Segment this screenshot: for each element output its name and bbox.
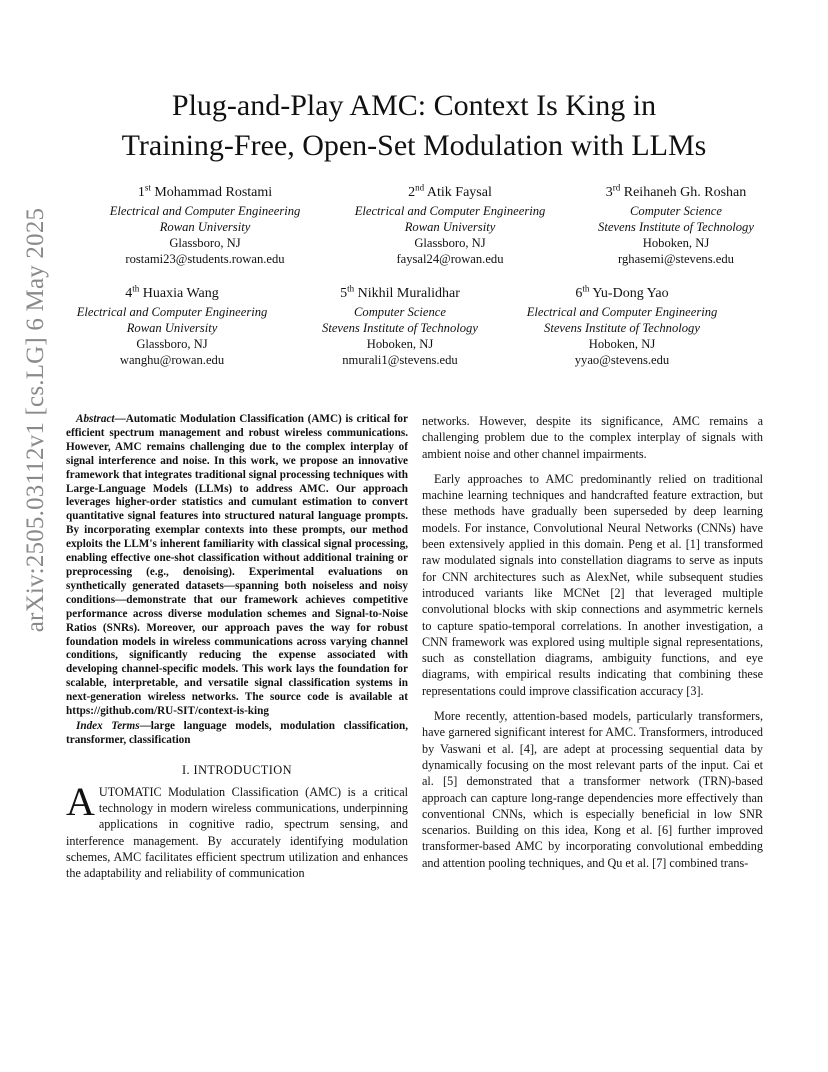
author-name: 6th Yu-Dong Yao — [575, 283, 669, 301]
author-block-6 — [492, 285, 752, 368]
author-block-2 — [320, 184, 580, 267]
abstract — [66, 413, 408, 719]
author-department: Computer Science — [354, 305, 446, 319]
author-university: Stevens Institute of Technology — [322, 321, 478, 335]
author-university: Stevens Institute of Technology — [544, 321, 700, 335]
author-department: Electrical and Computer Engineering — [109, 204, 301, 218]
author-city: Hoboken, NJ — [366, 337, 434, 351]
intro-paragraph-3: More recently, attention-based models, particularly transformers, have garnered significant interest for AMC. Transformers, introduced by Vaswani et al. [4], are adept at processing sequential data by dynamically focusing on the most relevant parts of the input. Cai et al. [5] demonstrated that a transformer network (TRN)-based approach can capture long-range dependencies more effectively than conventional CNNs, which is especially beneficial in low SNR scenarios. Building on this idea, Kong et al. [6] further improved transformer-based AMC by incorporating convolutional embedding and attention pooling techniques, and Qu et al. [7] combined trans- — [422, 709, 763, 870]
paper-title — [60, 86, 768, 166]
author-department: Computer Science — [630, 204, 722, 218]
arxiv-identifier: arXiv:2505.03112v1 [cs.LG] 6 May 2025 — [22, 207, 49, 633]
author-department: Electrical and Computer Engineering — [76, 305, 268, 319]
author-name: 4th Huaxia Wang — [125, 283, 219, 301]
right-column — [422, 413, 763, 871]
author-block-3 — [546, 184, 806, 267]
author-block-1 — [75, 184, 335, 267]
author-name: 1st Mohammad Rostami — [137, 182, 273, 200]
section-heading-introduction: I. INTRODUCTION — [182, 762, 292, 777]
author-name: 3rd Reihaneh Gh. Roshan — [605, 182, 747, 200]
author-city: Hoboken, NJ — [642, 236, 710, 250]
intro-paragraph-2: Early approaches to AMC predominantly relied on traditional machine learning techniques and handcrafted feature extraction, but these methods have gradually been superseded by deep learning models. For instance, Convolutional Neural Networks (CNNs) have been extensively applied in this domain. Peng et al. [1] transformed raw modulated signals into constellation diagrams to serve as inputs for CNN architectures such as AlexNet, while subsequent studies introduced variants like MCNet [2] that leveraged multiple convolutional blocks with skip connections and asymmetric kernels to capture spatio-temporal correlations. In another investigation, a CNN framework was explored using multiple signal representations, such as constellation diagrams, ambiguity functions, and eye diagrams, with empirical results indicating that combining these representations could improve classification accuracy [3]. — [422, 471, 763, 698]
author-department: Electrical and Computer Engineering — [526, 305, 718, 319]
author-name: 5th Nikhil Muralidhar — [340, 283, 460, 301]
author-block-5 — [270, 285, 530, 368]
author-university: Stevens Institute of Technology — [598, 220, 754, 234]
author-city: Glassboro, NJ — [169, 236, 241, 250]
abstract-text: —Automatic Modulation Classification (AMC) is critical for efficient spectrum management and robust wireless communications. However, AMC remains challenging due to the complex interplay of signal interference and noise. In this work, we propose an innovative framework that integrates traditional signal processing techniques with Large-Language Models (LLMs) to address AMC. Our approach leverages higher-order statistics and cumulant estimation to convert quantitative signal features into structured natural language prompts. By incorporating exemplar contexts into these prompts, our method exploits the LLM's inherent familiarity with classical signal processing, enabling effective one-shot classification without additional training or preprocessing (e.g., denoising). Experimental evaluations on synthetically generated datasets—spanning both noiseless and noisy conditions—demonstrate that our framework achieves competitive performance across diverse modulation schemes and Signal-to-Noise Ratios (SNRs). Moreover, our approach paves the way for robust foundation models in wireless communications across varying channel conditions, significantly reducing the expense associated with developing channel-specific models. This work lays the foundation for scalable, interpretable, and versatile signal classification systems in next-generation wireless networks. The source code is available at https://github.com/RU-SIT/context-is-king — [66, 413, 408, 718]
index-terms — [66, 720, 408, 748]
intro-paragraph-1-left: AUTOMATIC Modulation Classification (AMC) is a critical technology in modern wireless communications, underpinning applications in cognitive radio, spectrum sensing, and interference management. By accurately identifying modulation schemes, AMC facilitates efficient spectrum utilization and enhances the adaptability and reliability of communication — [66, 778, 408, 881]
author-email: rostami23@students.rowan.edu — [125, 252, 285, 266]
author-city: Glassboro, NJ — [136, 337, 208, 351]
author-city: Hoboken, NJ — [588, 337, 656, 351]
title-line-2: Training-Free, Open-Set Modulation with LLMs — [121, 129, 707, 162]
author-email: rghasemi@stevens.edu — [618, 252, 734, 266]
abstract-heading: Abstract — [76, 413, 115, 425]
index-terms-text: —large language models, modulation classification, transformer, classification — [66, 719, 408, 746]
drop-cap: A — [66, 778, 95, 824]
author-name: 2nd Atik Faysal — [408, 182, 492, 200]
index-terms-heading: Index Terms — [76, 719, 140, 732]
author-email: yyao@stevens.edu — [574, 353, 670, 367]
author-email: nmurali1@stevens.edu — [342, 353, 458, 367]
author-university: Rowan University — [126, 321, 218, 335]
author-university: Rowan University — [159, 220, 251, 234]
intro-paragraph-1-right: networks. However, despite its significance, AMC remains a challenging problem due to the complex interplay of signals with ambient noise and other channel impairments. — [422, 414, 763, 461]
author-department: Electrical and Computer Engineering — [354, 204, 546, 218]
author-email: wanghu@rowan.edu — [119, 353, 225, 367]
author-block-4 — [42, 285, 302, 368]
author-email: faysal24@rowan.edu — [396, 252, 504, 266]
author-city: Glassboro, NJ — [414, 236, 486, 250]
author-university: Rowan University — [404, 220, 496, 234]
left-column — [66, 413, 408, 882]
title-line-1: Plug-and-Play AMC: Context Is King in — [171, 89, 657, 122]
